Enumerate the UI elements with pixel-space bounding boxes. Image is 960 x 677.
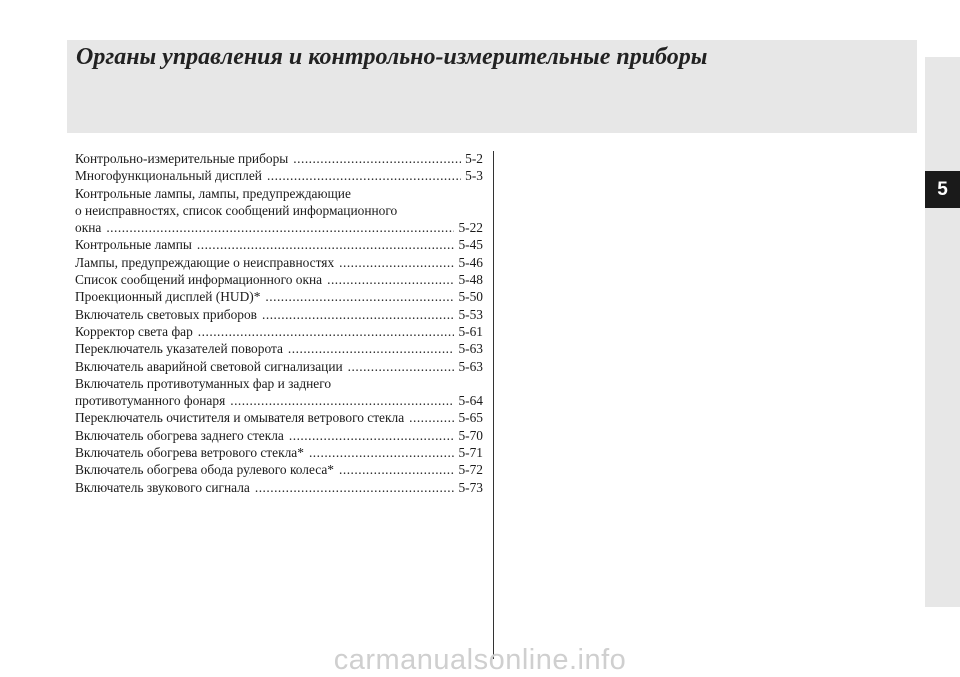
toc-entry-line bbox=[75, 288, 483, 305]
toc-entry[interactable] bbox=[75, 306, 483, 323]
toc-dot-leader bbox=[339, 254, 454, 271]
toc-page-number: 5-73 bbox=[458, 479, 483, 495]
toc-dot-leader bbox=[106, 219, 454, 236]
toc-entry[interactable] bbox=[75, 254, 483, 271]
toc-entry-line bbox=[75, 479, 483, 496]
toc-entry[interactable] bbox=[75, 375, 483, 410]
toc-entry-title: Корректор света фар bbox=[75, 323, 193, 339]
toc-entry-line bbox=[75, 150, 483, 167]
toc-entry[interactable] bbox=[75, 409, 483, 426]
toc-entry-title: Включатель световых приборов bbox=[75, 306, 257, 322]
toc-entry-line bbox=[75, 444, 483, 461]
toc-entry-title: Переключатель очистителя и омывателя ветрового стекла bbox=[75, 410, 405, 426]
toc-entry-title: Включатель обогрева обода рулевого колеса* bbox=[75, 462, 334, 478]
toc-entry-line bbox=[75, 254, 483, 271]
toc-entry-line bbox=[75, 236, 483, 253]
toc-entry-line bbox=[75, 340, 483, 357]
column-divider bbox=[493, 151, 494, 659]
toc-page-number: 5-64 bbox=[458, 393, 483, 409]
chapter-header bbox=[67, 40, 917, 133]
toc-entry-title: Контрольные лампы bbox=[75, 237, 192, 253]
toc-entry-line bbox=[75, 323, 483, 340]
toc-page-number: 5-48 bbox=[458, 272, 483, 288]
toc-page-number: 5-45 bbox=[458, 237, 483, 253]
toc-entry[interactable] bbox=[75, 358, 483, 375]
toc-entry-title: Включатель аварийной световой сигнализации bbox=[75, 358, 343, 374]
toc-page-number: 5-65 bbox=[458, 410, 483, 426]
toc-entry-title-line: Включатель противотуманных фар и заднего bbox=[75, 375, 332, 391]
toc-entry-line bbox=[75, 461, 483, 478]
toc-page-number: 5-2 bbox=[465, 151, 483, 166]
toc-entry[interactable] bbox=[75, 271, 483, 288]
toc-page-number: 5-50 bbox=[458, 289, 483, 305]
toc-entry[interactable] bbox=[75, 444, 483, 461]
toc-dot-leader bbox=[327, 271, 454, 288]
toc-dot-leader bbox=[255, 479, 455, 496]
toc-entry-title: Многофункциональный дисплей bbox=[75, 168, 262, 184]
toc-entry-line bbox=[75, 409, 483, 426]
toc-page-number: 5-22 bbox=[458, 220, 483, 236]
toc-entry-title: Включатель обогрева ветрового стекла* bbox=[75, 445, 304, 461]
toc-entry-title: Проекционный дисплей (HUD)* bbox=[75, 289, 261, 305]
toc-dot-leader bbox=[230, 392, 454, 409]
toc-dot-leader bbox=[197, 236, 455, 253]
toc-entry-line bbox=[75, 427, 483, 444]
toc-page-number: 5-53 bbox=[458, 306, 483, 322]
toc-entry-title: Список сообщений информационного окна bbox=[75, 272, 323, 288]
toc-dot-leader bbox=[339, 461, 454, 478]
toc-entry-line bbox=[75, 167, 483, 184]
toc-entry[interactable] bbox=[75, 340, 483, 357]
toc-dot-leader bbox=[198, 323, 455, 340]
toc-entry-title: Контрольно-измерительные приборы bbox=[75, 151, 289, 166]
toc-entry[interactable] bbox=[75, 461, 483, 478]
toc-entry-line bbox=[75, 271, 483, 288]
toc-page-number: 5-46 bbox=[458, 254, 483, 270]
toc-entry-title: Переключатель указателей поворота bbox=[75, 341, 283, 357]
toc-dot-leader bbox=[267, 167, 461, 184]
toc-entry[interactable] bbox=[75, 167, 483, 184]
toc-entry-title-line: о неисправностях, список сообщений информационного bbox=[75, 202, 398, 218]
toc-dot-leader bbox=[262, 306, 454, 323]
toc-entry-line bbox=[75, 392, 483, 409]
chapter-side-band bbox=[925, 57, 960, 607]
toc-page-number: 5-3 bbox=[465, 168, 483, 184]
toc-entry[interactable] bbox=[75, 288, 483, 305]
toc-entry[interactable] bbox=[75, 236, 483, 253]
toc-page-number: 5-72 bbox=[458, 462, 483, 478]
toc-dot-leader bbox=[409, 409, 454, 426]
toc-entry[interactable] bbox=[75, 323, 483, 340]
toc-dot-leader bbox=[265, 288, 454, 305]
toc-page-number: 5-63 bbox=[458, 358, 483, 374]
toc-dot-leader bbox=[293, 150, 461, 167]
table-of-contents bbox=[75, 150, 483, 496]
toc-entry-line bbox=[75, 358, 483, 375]
toc-page-number: 5-70 bbox=[458, 427, 483, 443]
toc-page-number: 5-71 bbox=[458, 445, 483, 461]
toc-dot-leader bbox=[309, 444, 455, 461]
toc-entry[interactable] bbox=[75, 150, 483, 167]
toc-entry[interactable] bbox=[75, 427, 483, 444]
toc-dot-leader bbox=[289, 427, 455, 444]
toc-dot-leader bbox=[348, 358, 455, 375]
toc-entry-title: противотуманного фонаря bbox=[75, 393, 226, 409]
toc-entry-title: Включатель обогрева заднего стекла bbox=[75, 427, 284, 443]
chapter-title: Органы управления и контрольно-измерительные приборы bbox=[76, 44, 708, 70]
toc-entry[interactable] bbox=[75, 479, 483, 496]
toc-entry-title: окна bbox=[75, 220, 102, 236]
toc-entry-line bbox=[75, 306, 483, 323]
watermark: carmanualsonline.info bbox=[333, 644, 627, 676]
toc-entry-line bbox=[75, 219, 483, 236]
toc-dot-leader bbox=[288, 340, 455, 357]
toc-page-number: 5-63 bbox=[458, 341, 483, 357]
toc-entry[interactable] bbox=[75, 185, 483, 237]
toc-entry-title: Включатель звукового сигнала bbox=[75, 479, 250, 495]
toc-entry-title-line: Контрольные лампы, лампы, предупреждающие bbox=[75, 185, 351, 201]
toc-entry-title: Лампы, предупреждающие о неисправностях bbox=[75, 254, 335, 270]
toc-page-number: 5-61 bbox=[458, 323, 483, 339]
chapter-number-tab: 5 bbox=[925, 171, 960, 208]
